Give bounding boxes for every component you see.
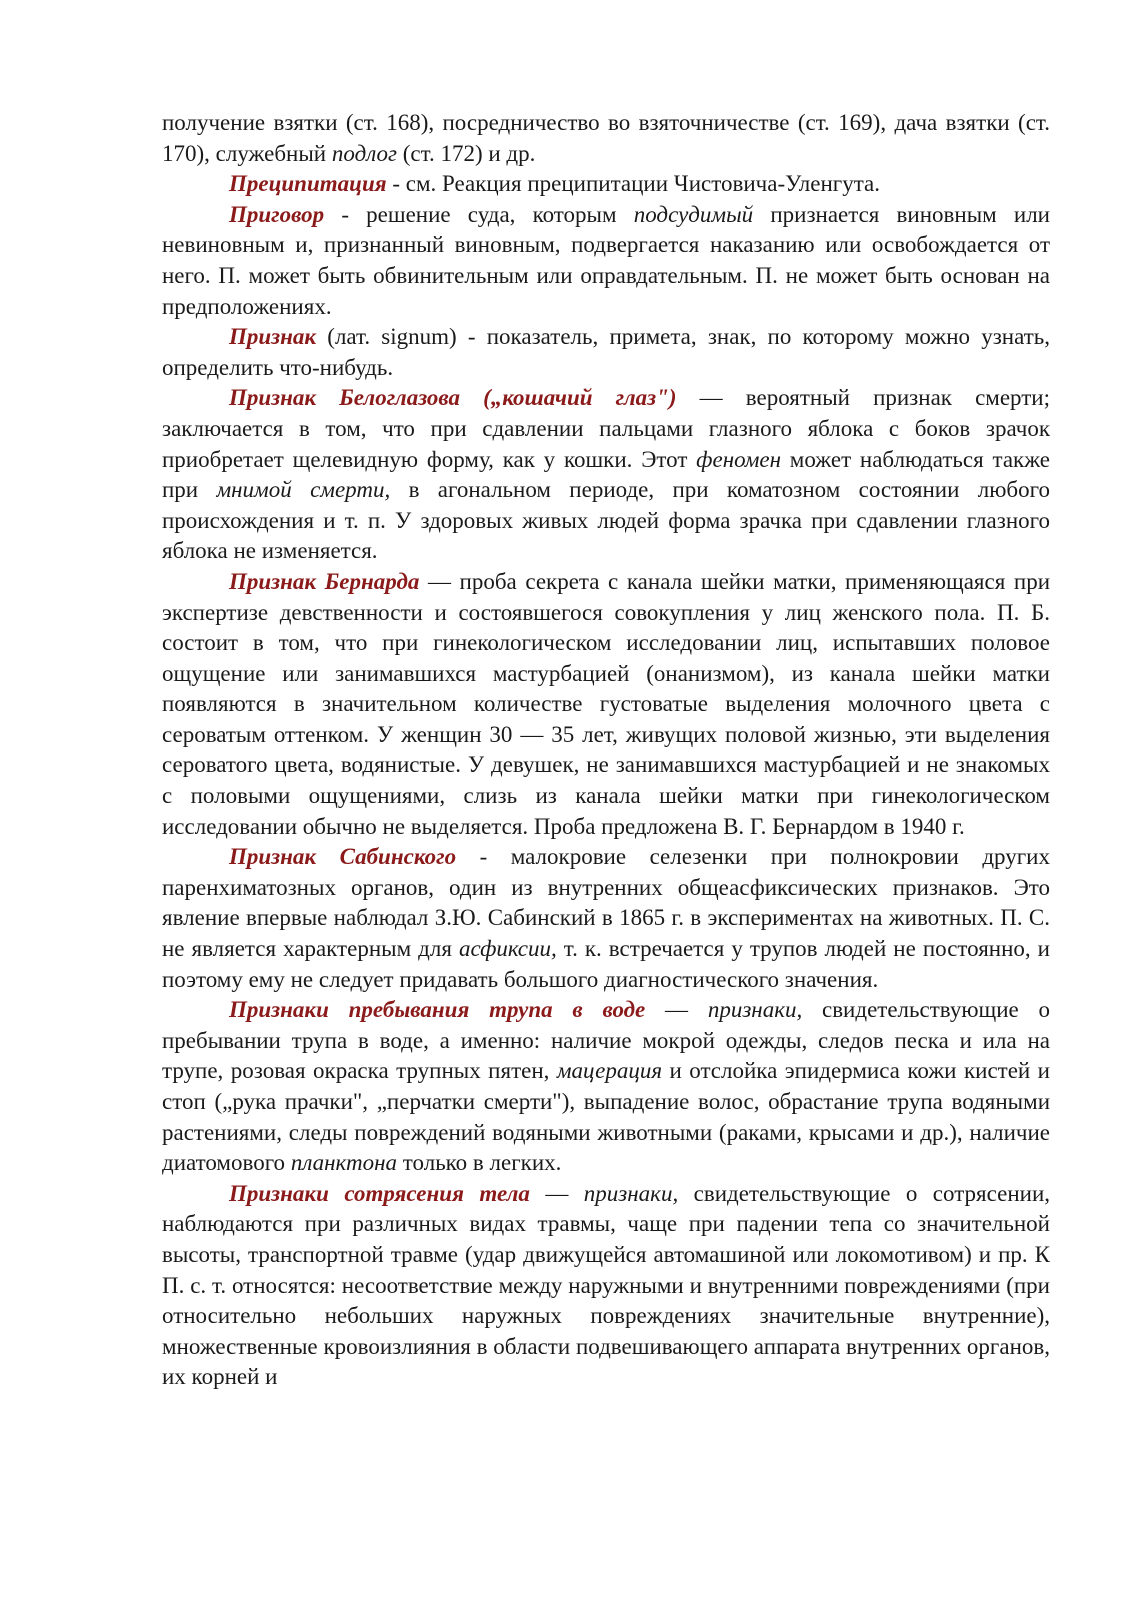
cross-reference: признаки,	[583, 1180, 679, 1206]
cross-reference: подсудимый	[633, 201, 754, 227]
entry-term: Признак	[229, 324, 317, 350]
entry-term: Преципитация	[229, 171, 387, 197]
document-page	[162, 108, 1050, 1393]
entry-concussion-signs: Признаки сотрясения тела — признаки, свидетельствующие о сотрясении, наблюдаются при различных видах травмы, чаще при падении тепа со значительной высоты, транспортной травме (удар движущейся автомашиной или локомотивом) и пр. К П. с. т. относятся: несоответствие между наружными и внутренними повреждениями (при относительно небольших наружных повреждениях значительные внутренние), множественные кровоизлияния в области подвешивающего аппарата внутренних органов, их корней и	[162, 1180, 1050, 1390]
entry-term: Признак Сабинского	[229, 844, 457, 870]
cross-reference: признаки,	[707, 997, 803, 1023]
entry-beloglazov-sign: Признак Белоглазова („кошачий глаз") — вероятный признак смерти; заключается в том, что при сдавлении пальцами глазного яблока с боков зрачок приобретает щелевидную форму, как у кошки. Этот феномен может наблюдаться также при мнимой смерти, в агональном периоде, при коматозном состоянии любого происхождения и т. п. У здоровых живых людей форма зрачка при сдавлении глазного яблока не изменяется.	[162, 385, 1050, 564]
cross-reference: планктона	[290, 1150, 398, 1176]
entry-term: Признаки сотрясения тела	[229, 1180, 530, 1206]
entry-term: Приговор	[229, 201, 325, 227]
entry-term: Признаки пребывания трупа в воде	[229, 997, 646, 1023]
cross-reference: мацерация	[556, 1058, 663, 1084]
cross-reference: мнимой смерти,	[216, 477, 391, 503]
entry-precipitation: Преципитация - см. Реакция преципитации Чистовича-Уленгута.	[229, 171, 881, 197]
continuation-paragraph: получение взятки (ст. 168), посредничество во взяточничестве (ст. 169), дача взятки (ст. 170), служебный подлог (ст. 172) и др.	[162, 110, 1050, 166]
entry-water-signs: Признаки пребывания трупа в воде — признаки, свидетельствующие о пребывании трупа в воде, а именно: наличие мокрой одежды, следов песка и ила на трупе, розовая окраска трупных пятен, мацерация и отслойка эпидермиса кожи кистей и стоп („рука прачки", „перчатки смерти"), выпадение волос, обрастание трупа водяными растениями, следы повреждений водяными животными (раками, крысами и др.), наличие диатомового планктона только в легких.	[162, 997, 1051, 1176]
entry-sign: Признак (лат. signum) - показатель, примета, знак, по которому можно узнать, определить что-нибудь.	[162, 324, 1050, 380]
entry-verdict: Приговор - решение суда, которым подсудимый признается виновным или невиновным и, признанный виновным, подвергается наказанию или освобождается от него. П. может быть обвинительным или оправдательным. П. не может быть основан на предположениях.	[162, 201, 1050, 319]
cross-reference: асфиксии,	[458, 936, 557, 962]
cross-reference: подлог	[331, 140, 397, 166]
cross-reference: феномен	[696, 446, 782, 472]
entry-term: Признак Белоглазова („кошачий глаз")	[229, 385, 677, 411]
entry-bernard-sign: Признак Бернарда — проба секрета с канала шейки матки, применяющаяся при экспертизе девственности и состоявшегося совокупления у лиц женского пола. П. Б. состоит в том, что при гинекологическом исследовании лиц, испытавших половое ощущение или занимавшихся мастурбацией (онанизмом), из канала шейки матки появляются в значительном количестве густоватые выделения молочного цвета с сероватым оттенком. У женщин 30 — 35 лет, живущих половой жизнью, эти выделения сероватого цвета, водянистые. У девушек, не занимавшихся мастурбацией и не знакомых с половыми ощущениями, слизь из канала шейки матки при гинекологическом исследовании обычно не выделяется. Проба предложена В. Г. Бернардом в 1940 г.	[162, 568, 1050, 839]
entry-sabinsky-sign: Признак Сабинского - малокровие селезенки при полнокровии других паренхиматозных органов, один из внутренних общеасфиксических признаков. Это явление впервые наблюдал З.Ю. Сабинский в 1865 г. в экспериментах на животных. П. С. не является характерным для асфиксии, т. к. встречается у трупов людей не постоянно, и поэтому ему не следует придавать большого диагностического значения.	[162, 844, 1050, 992]
entry-term: Признак Бернарда	[229, 568, 420, 594]
